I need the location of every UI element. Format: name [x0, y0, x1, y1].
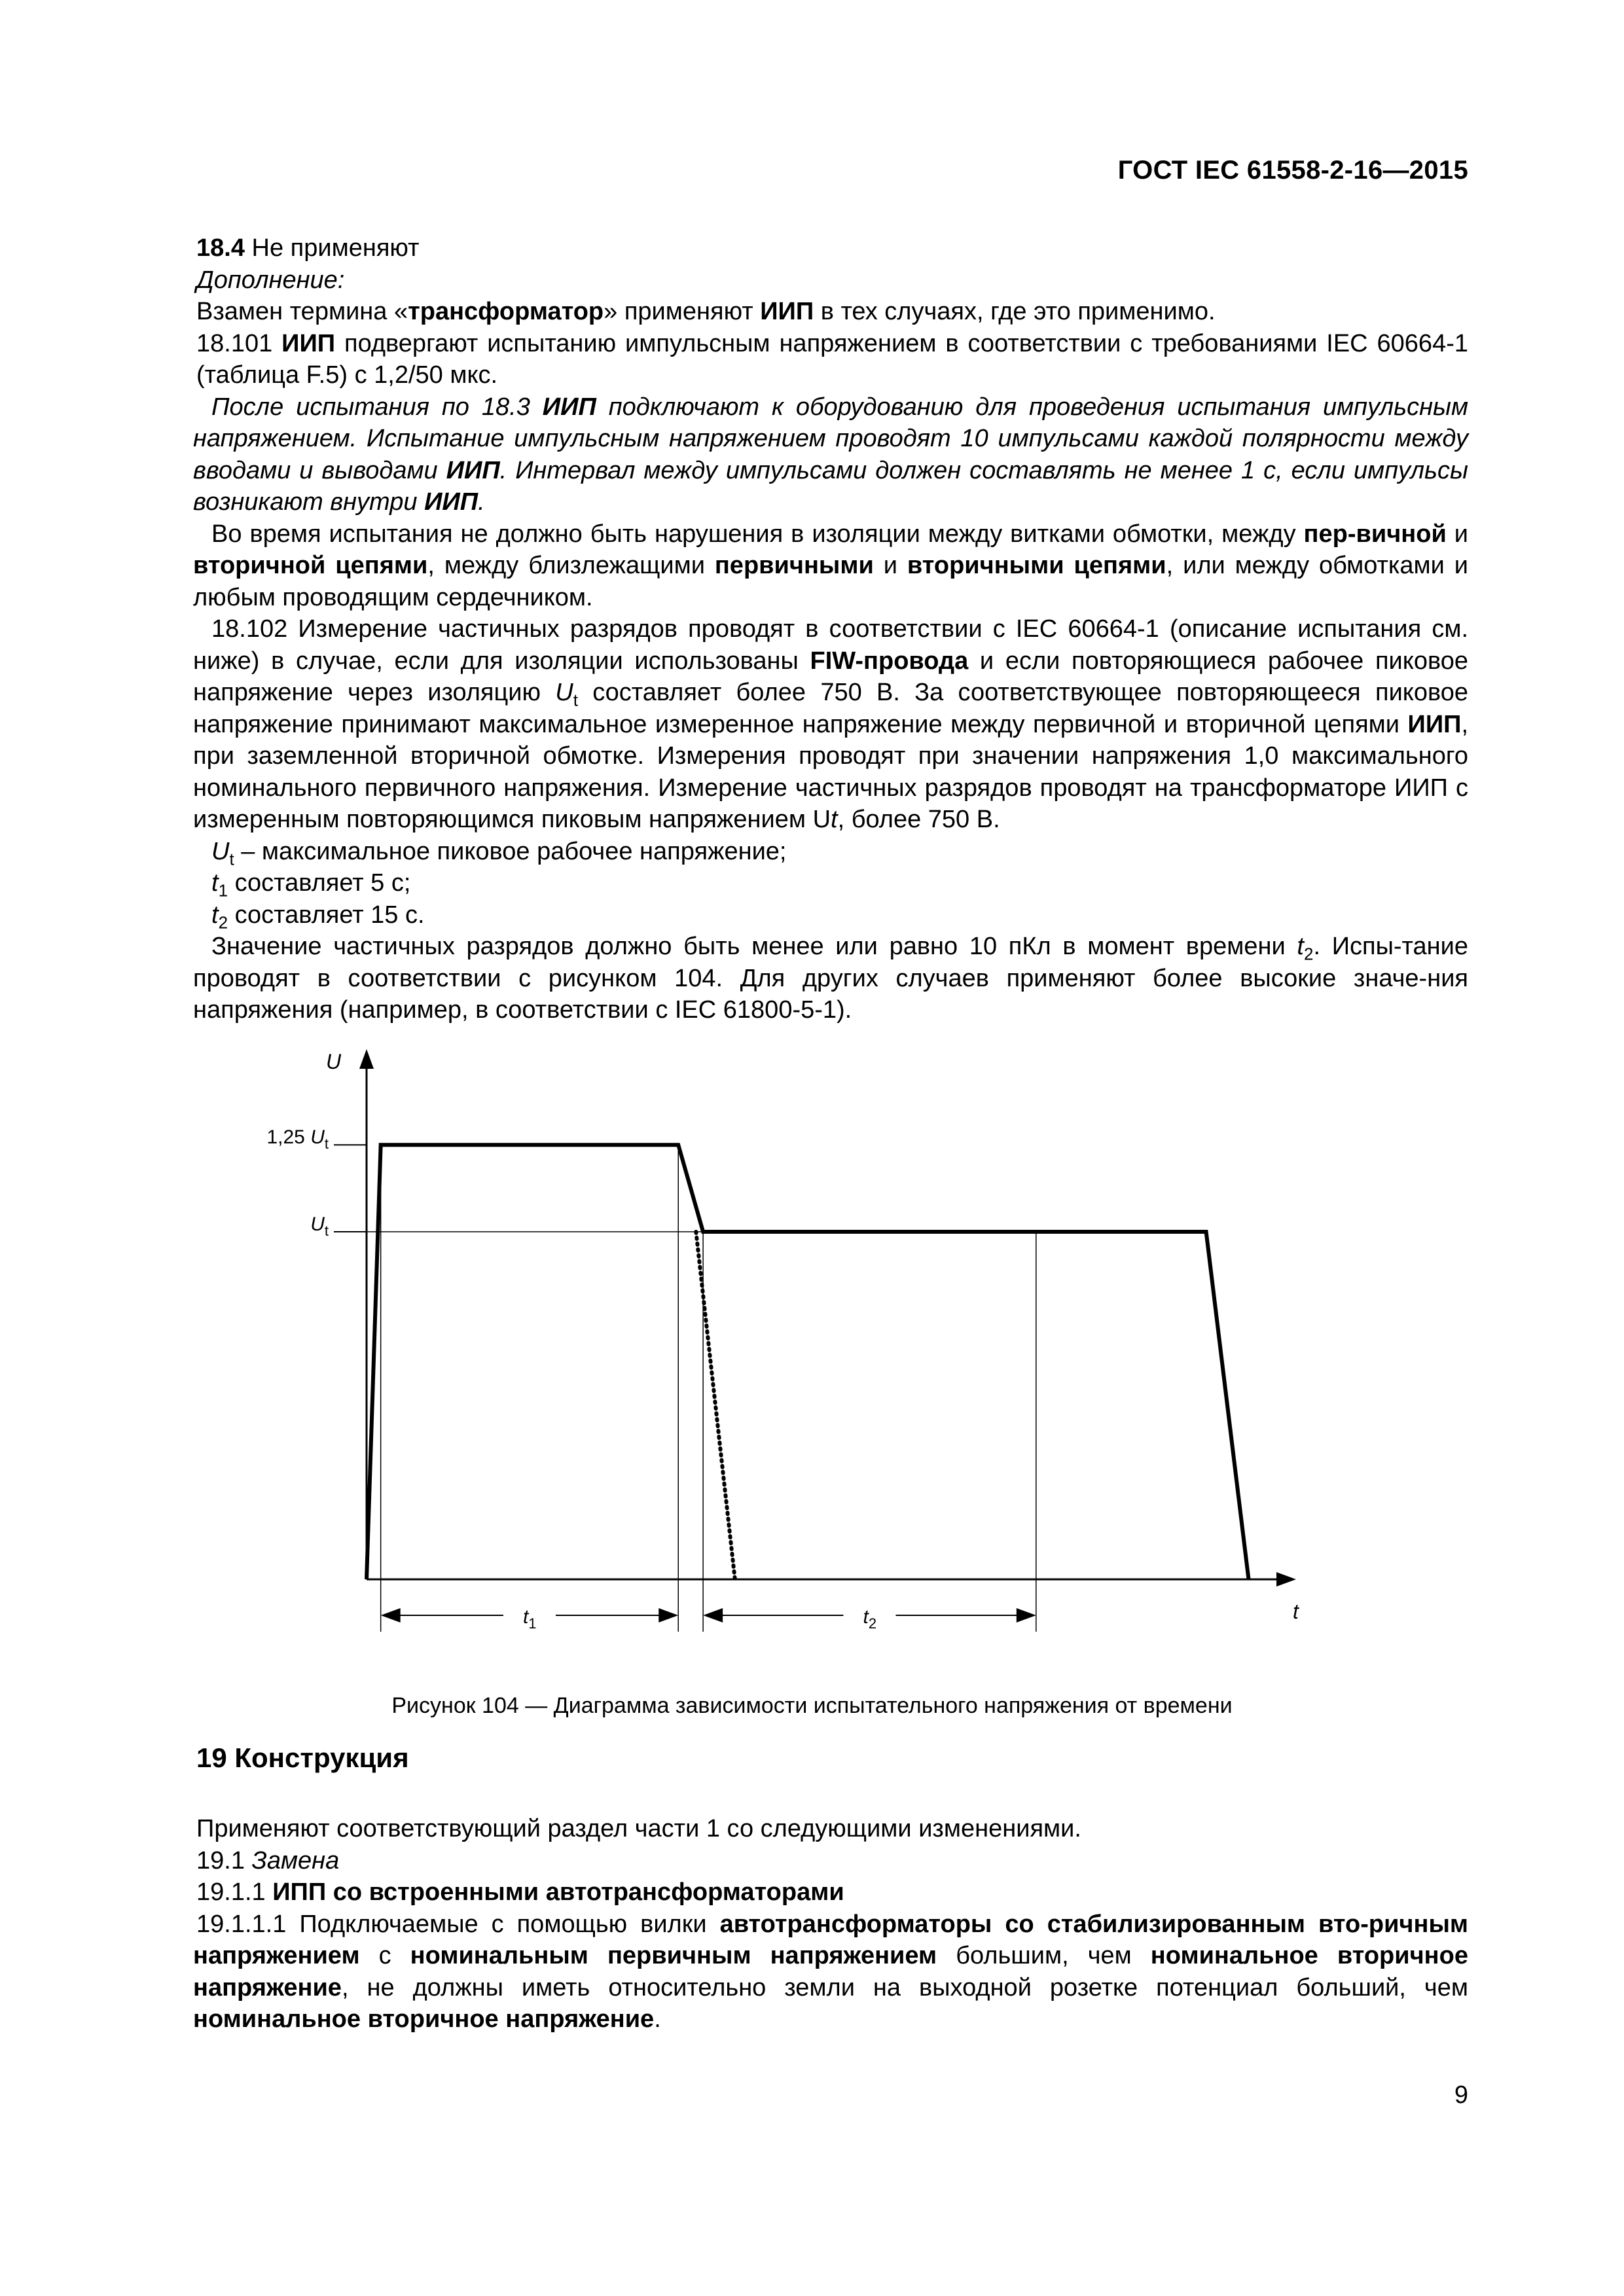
figure-caption: Рисунок 104 — Диаграмма зависимости испытательного напряжения от времени	[391, 1693, 1233, 1718]
page-number: 9	[1454, 2081, 1468, 2109]
section-19-title: 19 Конструкция	[196, 1742, 409, 1773]
x-axis-arrow	[1276, 1572, 1296, 1587]
section-19-intro: Применяют соответствующий раздел части 1 со следующими изменениями.	[196, 1815, 1081, 1842]
y-tick-label-0: 1,25 $U_t$	[266, 1126, 329, 1153]
clause-18-102: 18.102 Измерение частичных разрядов проводят в соответствии с IEC 60664-1 (описание испытания см. ниже) в случае, если для изоляции использованы FIW-провода и если повторяющиеся рабочее пиковое напряжение через изоляцию $U_t$ составляет более 750 В. За соответствующее повторяющееся пиковое напряжение принимают максимальное измеренное напряжение между первичной и вторичной цепями ИИП, при заземленной вторичной обмотке. Измерения проводят при значении напряжения 1,0 максимального номинального первичного напряжения. Измерение частичных разрядов проводят на трансформаторе ИИП с измеренным повторяющимся пиковым напряжением Ut, более 750 В.	[193, 615, 1469, 833]
interval-label-0: $t_1$	[522, 1606, 537, 1632]
interval-label-1: $t_2$	[863, 1606, 877, 1632]
document-code: ГОСТ IEC 61558-2-16—2015	[1117, 156, 1468, 185]
addendum-label: Дополнение:	[196, 266, 345, 294]
definition-t2: $t_2$ составляет 15 с.	[211, 901, 425, 933]
y-axis-label: U	[326, 1050, 342, 1073]
definition-ut: $U_t$ – максимальное пиковое рабочее напряжение;	[211, 837, 787, 869]
term-replacement: Взамен термина «трансформатор» применяют ИИП в тех случаях, где это применимо.	[196, 298, 1216, 325]
clause-number: 18.4	[196, 234, 245, 262]
clause-18-101-procedure: После испытания по 18.3 ИИП подключают к оборудованию для проведения испытания импульсным напряжением. Испытание импульсным напряжением проводят 10 импульсами каждой полярности между вводами и выводами ИИП. Интервал между импульсами должен составлять не менее 1 с, если импульсы возникают внутри ИИП.	[193, 393, 1469, 516]
y-axis-arrow	[359, 1049, 374, 1069]
clause-19-1-1-1: 19.1.1.1 Подключаемые с помощью вилки автотрансформаторы со стабилизированным вто-ричным напряжением с номинальным первичным напряжением большим, чем номинальное вторичное напряжение, не должны иметь относительно земли на выходной розетке потенциал больший, чем номинальное вторичное напряжение.	[193, 1910, 1469, 2033]
y-tick-label-1: $U_t$	[310, 1213, 329, 1239]
clause-19-1: 19.1 Замена	[196, 1846, 340, 1874]
interval-arrow-left-1	[703, 1608, 723, 1623]
interval-arrow-left-0	[381, 1608, 401, 1623]
series-decay-dotted	[696, 1232, 735, 1579]
partial-discharge-limit: Значение частичных разрядов должно быть менее или равно 10 пКл в момент времени $t_2$. Испы-тание проводят в соответствии с рисунком 104. Для других случаев применяют более высокие значе-ния напряжения (например, в соответствии с IEC 61800-5-1).	[193, 933, 1469, 1024]
series-applied-voltage	[367, 1145, 1249, 1579]
x-axis-label: t	[1293, 1600, 1299, 1623]
definition-t1: $t_1$ составляет 5 с;	[211, 869, 411, 901]
body-text-lower	[193, 1813, 1468, 2036]
clause-18-101: 18.101 ИИП подвергают испытанию импульсным напряжением в соответствии с требованиями IEC 60664-1 (таблица F.5) с 1,2/50 мкс.	[196, 329, 1468, 389]
clause-18-4: 18.4 Не применяют	[196, 234, 420, 262]
clause-18-101-criteria: Во время испытания не должно быть нарушения в изоляции между витками обмотки, между пер-вичной и вторичной цепями, между близлежащими первичными и вторичными цепями, или между обмотками и любым проводящим сердечником.	[193, 520, 1468, 611]
interval-arrow-right-0	[659, 1608, 678, 1623]
interval-arrow-right-1	[1017, 1608, 1036, 1623]
clause-19-1-1: 19.1.1 ИПП со встроенными автотрансформаторами	[196, 1878, 844, 1906]
